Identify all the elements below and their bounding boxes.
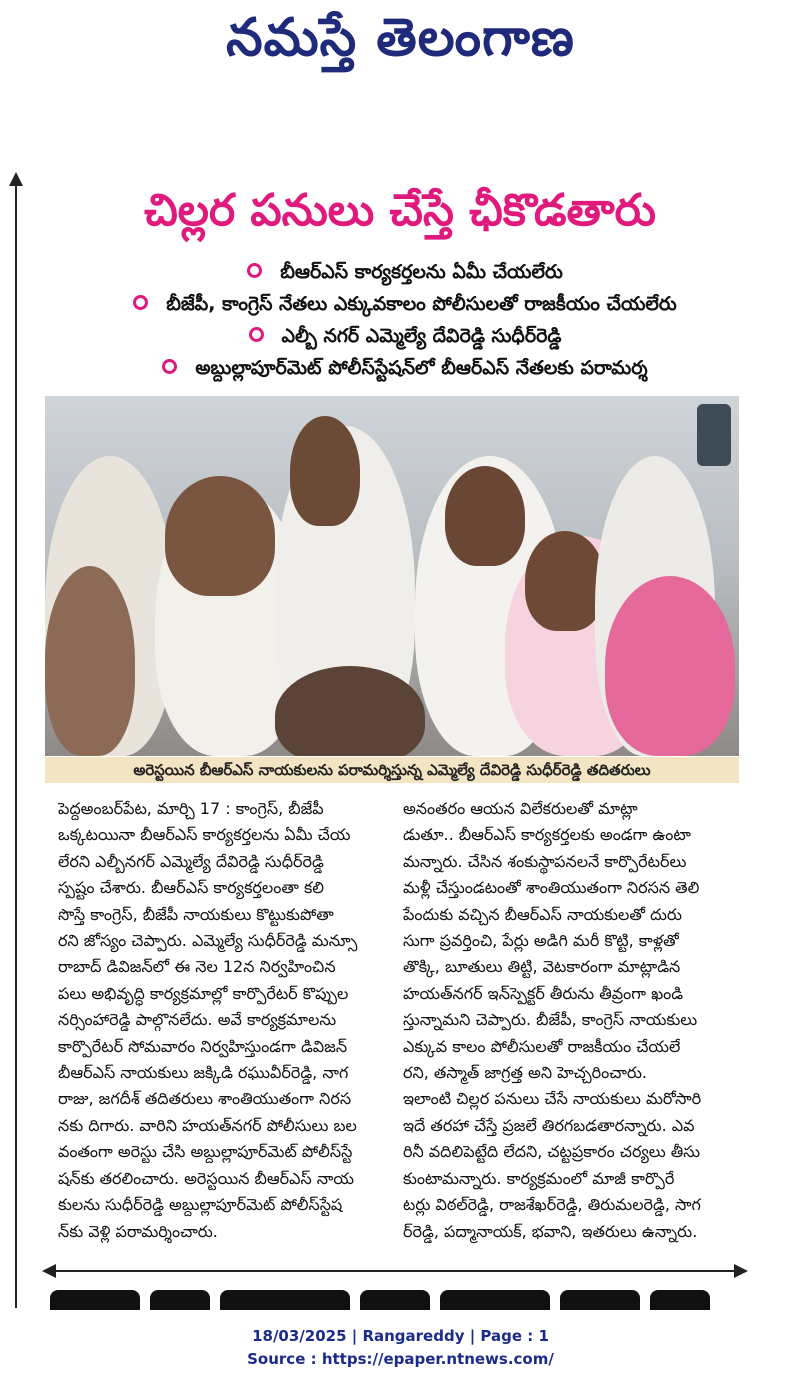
- article-line: కార్పొరేటర్ సోమవారం నిర్వహిస్తుండగా డివిజన్: [58, 1036, 348, 1056]
- cropped-next-headline: [50, 1290, 730, 1310]
- footer-date-edition: 18/03/2025 | Rangareddy | Page : 1: [252, 1327, 549, 1345]
- article-line: పేందుకు వచ్చిన బీఆర్‌ఎస్ నాయకులతో దురు: [403, 904, 682, 924]
- article-line: నకు దిగారు. వారిని హయత్‌నగర్ పోలీసులు బల: [58, 1115, 357, 1135]
- bullet-ring-icon: [133, 295, 148, 310]
- photo-figure: [165, 476, 275, 596]
- article-line: ఎక్కువ కాలం పోలీసులతో రాజకీయం చేయలే: [403, 1036, 681, 1056]
- article-line: రాజు, జగదీశ్ తదితరులు శాంతియుతంగా నిరస: [58, 1089, 352, 1109]
- photo-figure: [45, 566, 135, 756]
- article-line: మన్నారు. చేసిన శంకుస్థాపనలనే కార్పొరేటర్‌లు: [403, 851, 687, 871]
- article-line: రని, తస్మాత్ జాగ్రత్త అని హెచ్చరించారు.: [403, 1063, 647, 1083]
- subheading-bullet: అబ్దుల్లాపూర్‌మెట్ పోలీస్‌స్టేషన్‌లో బీఆర్‌ఎస్ నేతలకు పరామర్శ: [40, 352, 770, 384]
- subheading-bullets: [40, 256, 770, 384]
- article-line: హయత్‌నగర్ ఇన్‌స్పెక్టర్ తీరును తీవ్రంగా ఖండి: [403, 983, 684, 1003]
- photo-figure: [445, 466, 525, 566]
- article-line: డుతూ.. బీఆర్‌ఎస్ కార్యకర్తలకు అండగా ఉంటా: [403, 825, 691, 845]
- article-column-right: [403, 796, 738, 1245]
- photo-figure: [275, 666, 425, 756]
- article-line: నర్సింహారెడ్డి పాల్గొనలేదు. అవే కార్యక్రమాలను: [58, 1010, 337, 1030]
- phone-image: [697, 404, 731, 466]
- article-line: కులను సుధీర్‌రెడ్డి అబ్దుల్లాపూర్‌మెట్ పోలీస్‌స్టేష: [58, 1195, 343, 1215]
- newspaper-masthead: నమస్తే తెలంగాణ: [226, 8, 575, 68]
- article-line: న్‌కు వెళ్లి పరామర్శించారు.: [58, 1221, 218, 1241]
- article-line: బీఆర్‌ఎస్ నాయకులు జక్కిడి రఘువీర్‌రెడ్డి, నాగ: [58, 1063, 349, 1083]
- arrow-right-icon: [734, 1264, 748, 1278]
- subheading-bullet: బీజేపీ, కాంగ్రెస్ నేతలు ఎక్కువకాలం పోలీసులతో రాజకీయం చేయలేరు: [40, 288, 770, 320]
- article-line: రాబాద్ డివిజన్‌లో ఈ నెల 12న నిర్వహించిన: [58, 957, 336, 977]
- photo-caption: అరెస్టయిన బీఆర్‌ఎస్ నాయకులను పరామర్శిస్తున్న ఎమ్మెల్యే దేవిరెడ్డి సుధీర్‌రెడ్డి తదితరులు: [45, 757, 739, 783]
- bullet-ring-icon: [247, 263, 262, 278]
- article-line: షన్‌కు తరలించారు. అరెస్టయిన బీఆర్‌ఎస్ నాయ: [58, 1168, 355, 1188]
- subheading-bullet: ఎల్బీ నగర్ ఎమ్మెల్యే దేవిరెడ్డి సుధీర్‌రెడ్డి: [40, 320, 770, 352]
- article-line: స్పష్టం చేశారు. బీఆర్‌ఎస్ కార్యకర్తలంతా కలి: [58, 878, 325, 898]
- article-line: ఒక్కటయినా బీఆర్‌ఎస్ కార్యకర్తలను ఏమీ చేయ: [58, 825, 351, 845]
- bullet-ring-icon: [162, 359, 177, 374]
- article-line: తొక్కి, బూతులు తిట్టి, వెటకారంగా మాట్లాడిన: [403, 957, 681, 977]
- article-width-rule: [50, 1270, 740, 1272]
- article-line: అనంతరం ఆయన విలేకరులతో మాట్లా: [403, 799, 638, 818]
- subheading-bullet: బీఆర్‌ఎస్ కార్యకర్తలను ఏమీ చేయలేరు: [40, 256, 770, 288]
- article-line: ఇలాంటి చిల్లర పనులు చేసే నాయకులు మరోసారి: [403, 1089, 702, 1109]
- article-line: టర్లు విఠల్‌రెడ్డి, రాజశేఖర్‌రెడ్డి, తిరుమలరెడ్డి, సాగ: [403, 1195, 701, 1215]
- article-line: సుగా ప్రవర్తించి, పేర్లు అడిగి మరీ కొట్టి, కాళ్లతో: [403, 931, 679, 951]
- footer-source: Source : https://epaper.ntnews.com/: [247, 1350, 554, 1368]
- article-line: లేరని ఎల్బీనగర్ ఎమ్మెల్యే దేవిరెడ్డి సుధీర్‌రెడ్డి: [58, 851, 324, 871]
- article-line: స్తున్నామని చెప్పారు. బీజేపీ, కాంగ్రెస్ నాయకులు: [403, 1010, 698, 1030]
- article-column-left: [58, 796, 393, 1245]
- photo-figure: [605, 576, 735, 756]
- photo-figure: [290, 416, 360, 526]
- article-line: రినీ వదిలిపెట్టేది లేదని, చట్టప్రకారం చర్యలు తీసు: [403, 1142, 701, 1162]
- bullet-ring-icon: [249, 327, 264, 342]
- article-line: మళ్లీ చేస్తుండటంతో శాంతియుతంగా నిరసన తెలి: [403, 878, 700, 898]
- article-line: సొస్తే కాంగ్రెస్, బీజేపీ నాయకులు కొట్టుకుపోతా: [58, 904, 334, 924]
- article-line: పెద్దఅంబర్‌పేట, మార్చి 17 : కాంగ్రెస్, బీజేపీ: [58, 799, 324, 818]
- article-line: ఇదే తరహా చేస్తే ప్రజలే తిరగబడతారన్నారు. ఎవ: [403, 1115, 695, 1135]
- article-line: పలు అభివృద్ధి కార్యక్రమాల్లో కార్పొరేటర్ కొప్పుల: [58, 983, 349, 1003]
- photo-figure: [525, 531, 605, 631]
- article-line: ర్‌రెడ్డి, పద్మానాయక్, భవాని, ఇతరులు ఉన్నారు.: [403, 1221, 698, 1241]
- article-line: కుంటామన్నారు. కార్యక్రమంలో మాజీ కార్పొరే: [403, 1168, 675, 1188]
- article-headline: చిల్లర పనులు చేస్తే ఛీకొడతారు: [144, 185, 656, 236]
- article-line: రని జోస్యం చెప్పారు. ఎమ్మెల్యే సుధీర్‌రెడ్డి మన్సూ: [58, 931, 358, 951]
- article-line: వంతంగా అరెస్టు చేసి అబ్దుల్లాపూర్‌మెట్ పోలీస్‌స్టే: [58, 1142, 353, 1162]
- column-rule: [15, 178, 17, 1308]
- news-photo: [45, 396, 739, 756]
